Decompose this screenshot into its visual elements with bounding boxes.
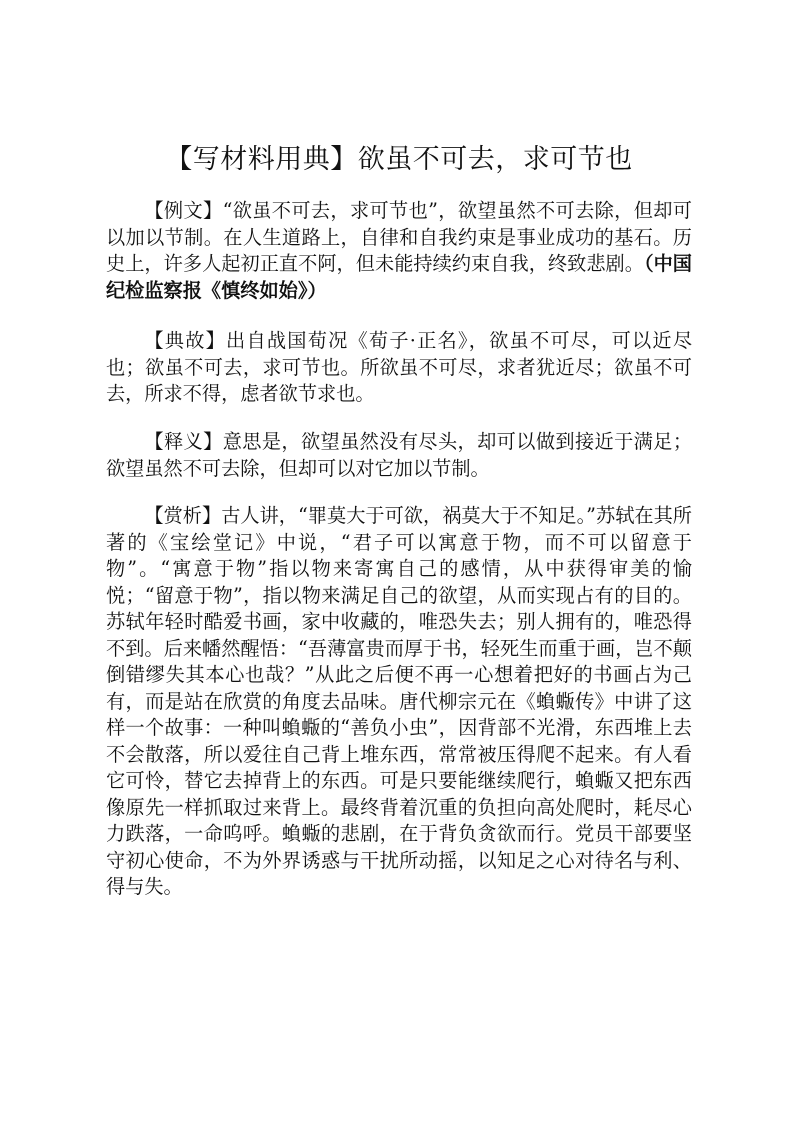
meaning-text: 意思是，欲望虽然没有尽头，却可以做到接近于满足；欲望虽然不可去除，但却可以对它加以节制。 [106, 430, 693, 480]
source-paragraph [106, 328, 692, 408]
source-text: 出自战国荀况《荀子·正名》，欲虽不可尽，可以近尽也；欲虽不可去，求可节也。所欲虽不可尽，求者犹近尽；欲虽不可去，所求不得，虑者欲节求也。 [106, 329, 693, 405]
meaning-paragraph [106, 429, 692, 482]
analysis-text: 古人讲，“罪莫大于可欲，祸莫大于不知足。”苏轼在其所著的《宝绘堂记》中说，“君子可以寓意于物，而不可以留意于物”。“寓意于物”指以物来寄寓自己的感情，从中获得审美的愉悦；“留意于物”，指以物来满足自己的欲望，从而实现占有的目的。苏轼年轻时酷爱书画，家中收藏的，唯恐失去；别人拥有的，唯恐得不到。后来幡然醒悟：“吾薄富贵而厚于书，轻死生而重于画，岂不颠倒错缪失其本心也哉？”从此之后便不再一心想着把好的书画占为己有，而是站在欣赏的角度去品味。唐代柳宗元在《蝜蝂传》中讲了这样一个故事：一种叫蝜蝂的“善负小虫”，因背部不光滑，东西堆上去不会散落，所以爱往自己背上堆东西，常常被压得爬不起来。有人看它可怜，替它去掉背上的东西。可是只要能继续爬行，蝜蝂又把东西像原先一样抓取过来背上。最终背着沉重的负担向高处爬时，耗尽心力跌落，一命呜呼。蝜蝂的悲剧，在于背负贪欲而行。党员干部要坚守初心使命，不为外界诱惑与干扰所动摇，以知足之心对待名与利、得与失。 [106, 504, 692, 898]
analysis-label: 【赏析】 [144, 504, 222, 527]
analysis-paragraph [106, 503, 692, 901]
example-paragraph [106, 198, 692, 304]
example-citation: （中国纪检监察报《慎终如始》） [106, 252, 692, 302]
page-title: 【写材料用典】欲虽不可去，求可节也 [165, 144, 633, 175]
example-label: 【例文】 [144, 199, 223, 222]
meaning-label: 【释义】 [144, 430, 223, 453]
example-text: “欲虽不可去，求可节也”，欲望虽然不可去除，但却可以加以节制。在人生道路上，自律和自我约束是事业成功的基石。历史上，许多人起初正直不阿，但未能持续约束自我，终致悲剧。 [106, 199, 692, 275]
source-label: 【典故】 [144, 329, 227, 352]
